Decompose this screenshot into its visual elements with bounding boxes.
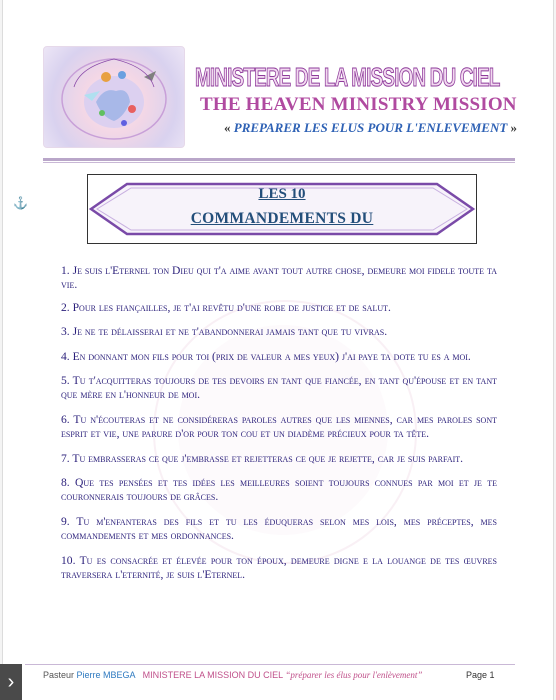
footer-pastor-name: Pierre MBEGA	[76, 670, 136, 680]
slogan-text: PREPARER LES ELUS POUR L'ENLEVEMENT	[233, 120, 508, 135]
slogan-close-quote: »	[510, 120, 518, 135]
page-number: Page 1	[466, 670, 495, 680]
footer-slogan: “préparer les élus pour l'enlèvement”	[285, 670, 423, 680]
chevron-right-icon[interactable]: ›	[0, 664, 22, 700]
letterhead	[43, 44, 518, 154]
page-footer	[43, 670, 513, 680]
commandments-list	[61, 264, 497, 583]
document-page	[2, 0, 554, 700]
commandment-1: 1. Je suis l'Eternel ton Dieu qui t'a aime avant tout autre chose, demeure moi fidele toute ta vie.	[61, 264, 497, 292]
banner-title-line2: COMMANDEMENTS DU	[190, 210, 374, 227]
commandment-4: 4. En donnant mon fils pour toi (prix de valeur a mes yeux) j'ai paye ta dote tu es a moi.	[61, 349, 471, 363]
title-banner	[87, 174, 477, 244]
header-divider	[43, 158, 515, 161]
commandment-2: 2. Pour les fiançailles, je t'ai revêtu d'une robe de justice et de salut.	[61, 300, 391, 314]
commandment-9: 9. Tu m'enfanteras des fils et tu les éduqueras selon mes lois, mes préceptes, mes commandements et mes ordonnances.	[61, 514, 497, 543]
ministry-slogan	[224, 120, 517, 136]
header-divider-thin	[43, 162, 515, 163]
banner-title-line1: LES 10	[258, 186, 306, 202]
commandment-8: 8. Que tes pensées et tes idées les meilleures soient toujours connues par moi et je te couronnerais toujours de grâces.	[61, 476, 497, 504]
anchor-icon[interactable]: ⚓	[13, 196, 28, 210]
ministry-title-english: THE HEAVEN MINISTRY MISSION	[200, 94, 517, 115]
ministry-logo	[43, 46, 185, 148]
slogan-open-quote: «	[224, 120, 231, 135]
commandment-6: 6. Tu n'écouteras et ne considéreras paroles autres que les miennes, car mes paroles sont esprit et vie, une parure d'or pour ton cou et un diadème précieux pour ta tête.	[61, 412, 497, 441]
commandment-5: 5. Tu t'acquitteras toujours de tes devoirs en tant que fiancée, en tant qu'épouse et en tant que mère en l'honneur de moi.	[61, 374, 497, 402]
commandment-3: 3. Je ne te délaisserai et ne t'abandonnerai jamais tant que tu vivras.	[61, 325, 388, 339]
ministry-title-french: MINISTERE DE LA MISSION DU CIEL	[195, 62, 500, 92]
footer-ministry: MINISTERE LA MISSION DU CIEL	[142, 670, 283, 680]
footer-pastor-label: Pasteur	[43, 670, 75, 680]
banner-frame	[87, 174, 477, 244]
footer-divider	[25, 664, 515, 665]
commandment-7: 7. Tu embrasseras ce que j'embrasse et rejetteras ce que je rejette, car je suis parfait.	[61, 451, 464, 465]
commandment-10: 10. Tu es consacrée et élevée pour ton époux, demeure digne e la louange de tes œuvres traversera l'eternité, je suis l'Eternel.	[61, 553, 497, 582]
